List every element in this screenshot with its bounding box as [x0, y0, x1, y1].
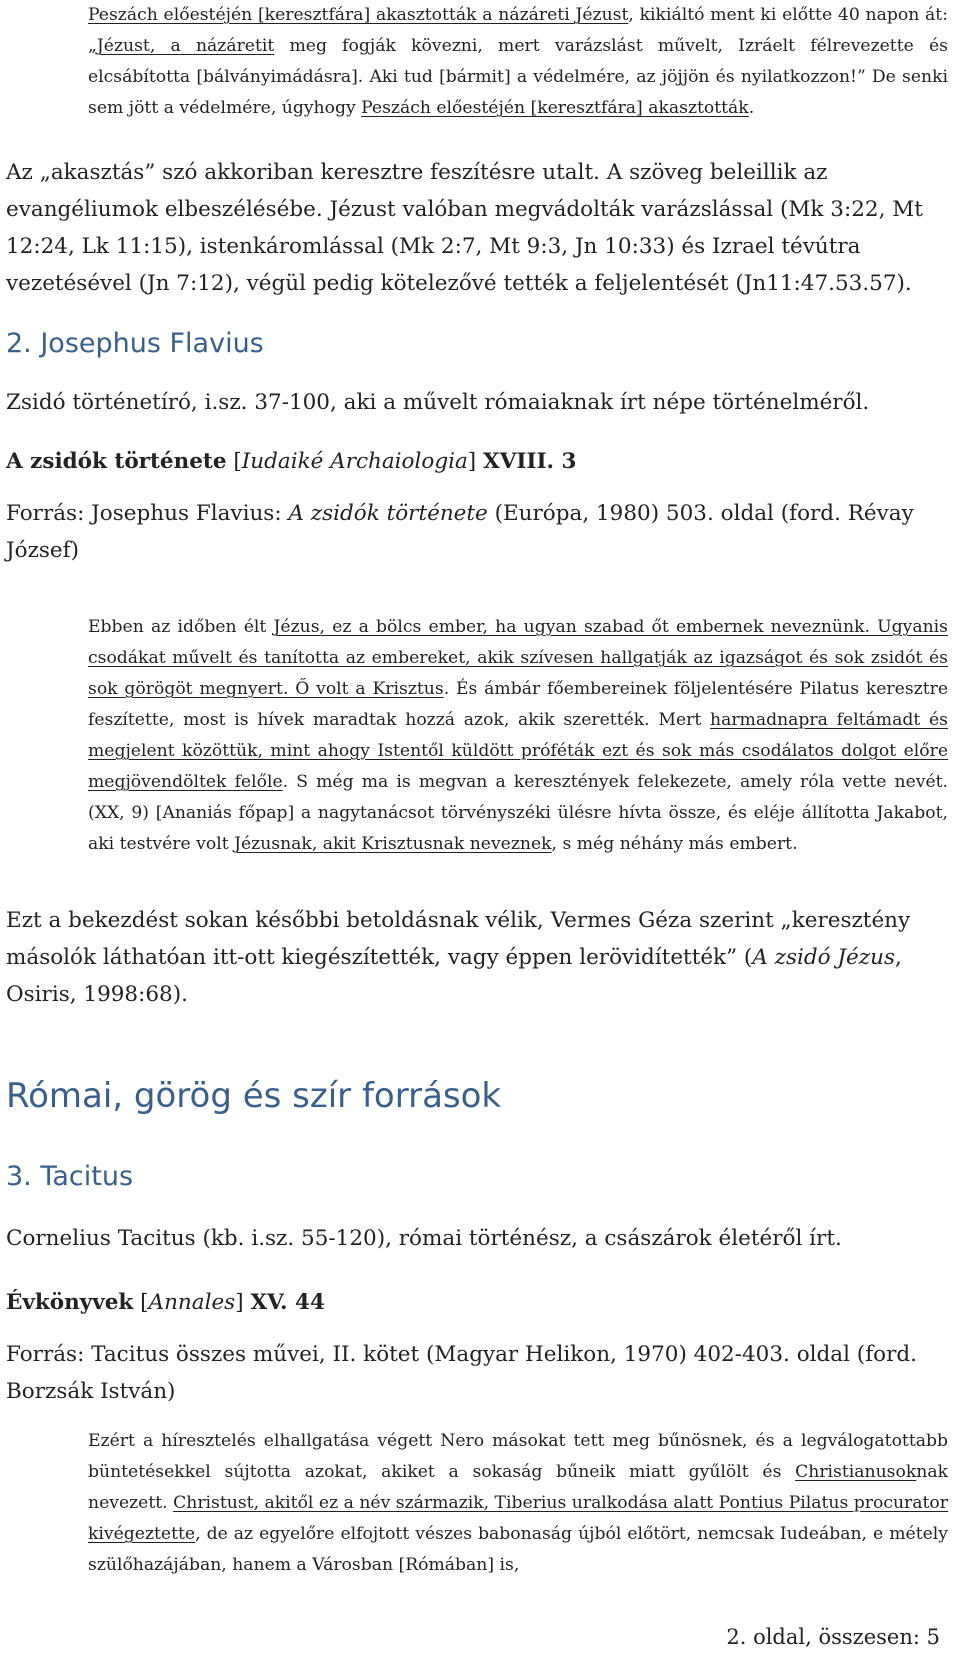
quote-text: . S még ma is megvan a keresztények felekezete, amely róla vette nevét. (XX, 9) [Ananiás főpap] a nagytanácsot törvényszéki ülésre hívta össze, és eléje állította Jakabot, aki testvére volt [88, 772, 948, 854]
work-title-italic: Annales [148, 1290, 236, 1315]
tacitus-work-title [6, 1284, 950, 1321]
source-text: Forrás: Josephus Flavius: [6, 501, 289, 526]
quote-text: nak nevezett. [88, 1462, 948, 1513]
source-title: A zsidók története [288, 501, 488, 526]
josephus-source [6, 495, 950, 569]
commentary-text: Ezt a bekezdést sokan későbbi betoldásnak vélik, Vermes Géza szerint „keresztény másolók láthatóan itt-ott kiegészítették, vagy éppen lerövidítették” ( [6, 908, 911, 970]
quote-text: , de az egyelőre elfojtott vészes babonaság újból előtört, nemcsak Iudeában, e métely szülőhazájában, hanem a Városban [Rómában] is, [88, 1524, 948, 1575]
quote-text: Ebben az időben élt [88, 617, 274, 637]
quote-underlined: Christust, akitől ez a név származik, Tiberius uralkodása alatt Pontius Pilatus procurator kivégeztette [88, 1493, 948, 1544]
bracket: [ [226, 449, 242, 474]
quote-text: . És ámbár főembereinek följelentésére Pilatus keresztre feszítette, most is hívek maradtak hozzá azok, akik szerették. Mert [88, 679, 948, 730]
josephus-quote [88, 612, 948, 860]
bracket: ] [235, 1290, 251, 1315]
quote-underlined: harmadnapra feltámadt és megjelent közöttük, mint ahogy Istentől küldött próféták ezt és sok más csodálatos dolgot előre megjövendöltek felőle [88, 710, 948, 792]
section-heading-tacitus: 3. Tacitus [6, 1161, 134, 1192]
quote-underlined: Jézus, ez a bölcs ember, ha ugyan szabad őt embernek neveznünk. Ugyanis csodákat művelt és tanította az embereket, akik szívesen hallgatják az igazságot és sok zsidót és sok görögöt megnyert. Ő volt a Krisztus [88, 617, 948, 699]
section-heading-josephus: 2. Josephus Flavius [6, 328, 264, 359]
quote-underlined: Jézust, a názáretit [96, 36, 275, 56]
bracket: [ [133, 1290, 149, 1315]
tacitus-source: Forrás: Tacitus összes művei, II. kötet (Magyar Helikon, 1970) 402-403. oldal (ford. Borzsák István) [6, 1342, 917, 1404]
josephus-work-title [6, 443, 950, 480]
quote-underlined: Christianusok [795, 1462, 917, 1482]
quote-underlined: Peszách előestéjén [keresztfára] akasztották [361, 98, 749, 118]
work-reference: XV. 44 [250, 1290, 325, 1315]
chapter-heading: Római, görög és szír források [6, 1076, 502, 1116]
work-title-bold: Évkönyvek [6, 1290, 134, 1315]
talmud-commentary: Az „akasztás” szó akkoriban keresztre feszítésre utalt. A szöveg beleillik az evangéliumok elbeszélésébe. Jézust valóban megvádolták varázslással (Mk 3:22, Mt 12:24, Lk 11:15), istenkáromlással (Mk 2:7, Mt 9:3, Jn 10:33) és Izrael tévútra vezetésével (Jn 7:12), végül pedig kötelezővé tették a feljelentését (Jn11:47.53.57). [6, 160, 923, 296]
work-reference: XVIII. 3 [483, 449, 577, 474]
quote-text: . [748, 98, 755, 118]
josephus-intro: Zsidó történetíró, i.sz. 37-100, aki a művelt rómaiaknak írt népe történelméről. [6, 390, 870, 415]
work-title-italic: Iudaiké Archaiologia [241, 449, 468, 474]
quote-text: meg fogják kövezni, mert varázslást művelt, Izráelt félrevezette és elcsábította [bálványimádásra]. Aki tud [bármit] a védelmére, az jöjjön és nyilatkozzon!” De senki sem jött a védelmére, úgyhogy [88, 36, 948, 118]
quote-text: , s még néhány más embert. [551, 834, 798, 854]
tacitus-intro: Cornelius Tacitus (kb. i.sz. 55-120), római történész, a császárok életéről írt. [6, 1226, 842, 1251]
tacitus-quote [88, 1426, 948, 1581]
josephus-commentary [6, 902, 950, 1013]
work-title-bold: A zsidók története [6, 449, 227, 474]
talmud-quote [88, 0, 948, 124]
source-text: (Európa, 1980) 503. oldal (ford. Révay József) [6, 501, 914, 563]
quote-text: , kikiáltó ment ki előtte 40 napon át: „ [88, 5, 948, 56]
commentary-title: A zsidó Jézus [752, 945, 895, 970]
bracket: ] [467, 449, 484, 474]
quote-underlined: Jézusnak, akit Krisztusnak neveznek [234, 834, 552, 854]
quote-underlined: Peszách előestéjén [keresztfára] akasztották a názáreti Jézust [88, 5, 629, 25]
page-footer: 2. oldal, összesen: 5 [726, 1625, 940, 1649]
commentary-text: , Osiris, 1998:68). [6, 945, 902, 1007]
quote-text: Ezért a híresztelés elhallgatása végett Nero másokat tett meg bűnösnek, és a legválogatottabb büntetésekkel sújtotta azokat, akiket a sokaság bűneik miatt gyűlölt és [88, 1431, 948, 1482]
